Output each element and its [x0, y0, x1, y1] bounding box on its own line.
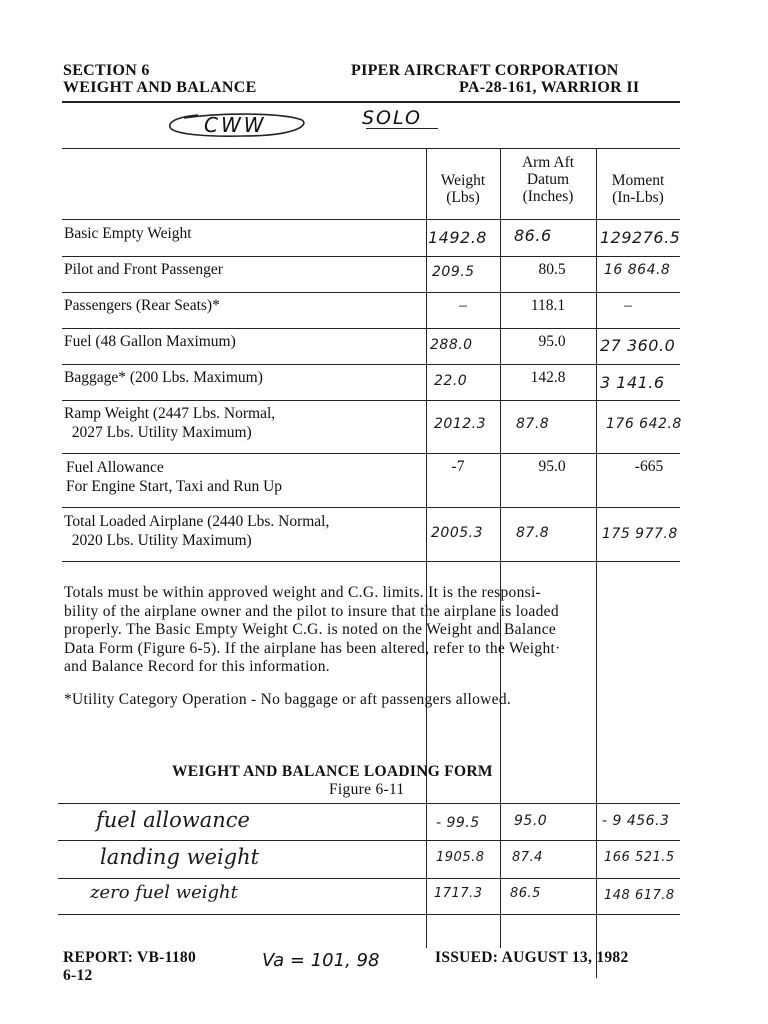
page-number: 6-12 [63, 967, 93, 984]
section-title: WEIGHT AND BALANCE [63, 79, 257, 96]
row-weight: -7 [451, 458, 465, 475]
issue-date: ISSUED: AUGUST 13, 1982 [435, 949, 629, 966]
form-row-moment: - 9 456.3 [602, 813, 670, 829]
row-rule [62, 507, 680, 508]
header-rule [62, 101, 680, 103]
row-arm: 95.0 [538, 458, 566, 475]
va-annotation: Va = 101, 98 [262, 950, 380, 971]
form-row-weight: - 99.5 [436, 815, 480, 831]
col-header-moment-text: Moment (In-Lbs) [611, 172, 665, 206]
row-label: Baggage* (200 Lbs. Maximum) [64, 369, 263, 386]
table-top-rule [62, 148, 680, 149]
column-divider-weight [426, 148, 427, 948]
row-label: Basic Empty Weight [64, 225, 192, 242]
table-header-rule [62, 219, 680, 220]
col-header-moment [596, 172, 680, 206]
paragraph-line: properly. The Basic Empty Weight C.G. is noted on the Weight and Balance [64, 621, 557, 638]
report-number: REPORT: VB-1180 [63, 949, 196, 966]
paragraph-line: bility of the airplane owner and the pilot to insure that the airplane is loaded [64, 602, 559, 620]
row-weight: 22.0 [434, 373, 468, 389]
circled-initials [164, 110, 310, 140]
form-top-rule [58, 803, 680, 804]
paragraph-line: Totals must be within approved weight and C.G. limits. It is the responsi- [64, 584, 542, 601]
row-moment: 16 864.8 [604, 262, 671, 278]
row-weight: 2005.3 [431, 525, 483, 541]
table-bottom-rule [62, 561, 680, 562]
row-arm: 95.0 [538, 333, 566, 350]
row-rule [62, 453, 680, 454]
aircraft-model: PA-28-161, WARRIOR II [459, 79, 640, 96]
row-weight: – [459, 297, 467, 314]
instructions-paragraph [64, 584, 684, 677]
solo-note: SOLO [362, 107, 422, 129]
form-row-weight: 1717.3 [434, 886, 483, 901]
paragraph-line: and Balance Record for this information. [64, 658, 330, 675]
row-label: Passengers (Rear Seats)* [64, 297, 220, 314]
col-header-arm [500, 154, 596, 205]
row-rule [62, 292, 680, 293]
form-row-weight: 1905.8 [436, 850, 485, 865]
row-label: Fuel Allowance For Engine Start, Taxi and Run Up [66, 459, 283, 495]
row-label: Fuel (48 Gallon Maximum) [64, 333, 236, 350]
row-moment: – [624, 297, 632, 314]
form-row-label: zero fuel weight [90, 882, 238, 903]
row-arm: 87.8 [516, 525, 550, 541]
form-row-arm: 86.5 [510, 886, 541, 901]
row-arm: 86.6 [514, 226, 552, 245]
form-title: WEIGHT AND BALANCE LOADING FORM [172, 763, 493, 780]
utility-note: *Utility Category Operation - No baggage or aft passengers allowed. [64, 691, 512, 708]
row-label: Pilot and Front Passenger [64, 261, 223, 278]
col-header-weight [426, 172, 500, 206]
row-arm: 80.5 [538, 261, 566, 278]
form-bottom-rule [58, 914, 680, 915]
col-header-weight-text: Weight (Lbs) [440, 172, 486, 206]
col-header-arm-text: Arm Aft Datum (Inches) [521, 154, 575, 205]
row-arm: 118.1 [530, 297, 566, 314]
row-weight: 2012.3 [434, 416, 486, 432]
row-moment: 3 141.6 [600, 373, 665, 392]
row-rule [62, 364, 680, 365]
row-moment: 176 642.8 [606, 416, 682, 432]
row-weight: 288.0 [430, 337, 473, 353]
section-number: SECTION 6 [63, 62, 150, 79]
row-label: Ramp Weight (2447 Lbs. Normal, 2027 Lbs. Utility Maximum) [64, 405, 276, 441]
row-weight: 1492.8 [428, 228, 487, 247]
solo-underline [366, 128, 438, 129]
form-row-arm: 87.4 [512, 850, 543, 865]
form-row-moment: 148 617.8 [604, 888, 675, 903]
form-row-moment: 166 521.5 [604, 850, 675, 865]
row-moment: 27 360.0 [600, 336, 676, 355]
company-name: PIPER AIRCRAFT CORPORATION [351, 62, 619, 79]
row-arm: 87.8 [516, 416, 550, 432]
row-rule [62, 400, 680, 401]
row-moment: -665 [634, 458, 664, 475]
form-row-rule [58, 840, 680, 841]
form-row-rule [58, 878, 680, 879]
figure-caption: Figure 6-11 [329, 781, 405, 798]
form-row-label: fuel allowance [96, 808, 250, 832]
row-weight: 209.5 [432, 264, 475, 280]
row-arm: 142.8 [530, 369, 566, 386]
row-rule [62, 328, 680, 329]
initials-text: CWW [204, 113, 267, 137]
row-moment: 175 977.8 [602, 526, 678, 542]
row-rule [62, 256, 680, 257]
form-row-label: landing weight [100, 845, 260, 869]
form-row-arm: 95.0 [514, 813, 548, 829]
paragraph-line: Data Form (Figure 6-5). If the airplane has been altered, refer to the Weight· [64, 639, 561, 657]
row-moment: 129276.5 [600, 228, 681, 247]
row-label: Total Loaded Airplane (2440 Lbs. Normal, 2020 Lbs. Utility Maximum) [64, 513, 330, 549]
